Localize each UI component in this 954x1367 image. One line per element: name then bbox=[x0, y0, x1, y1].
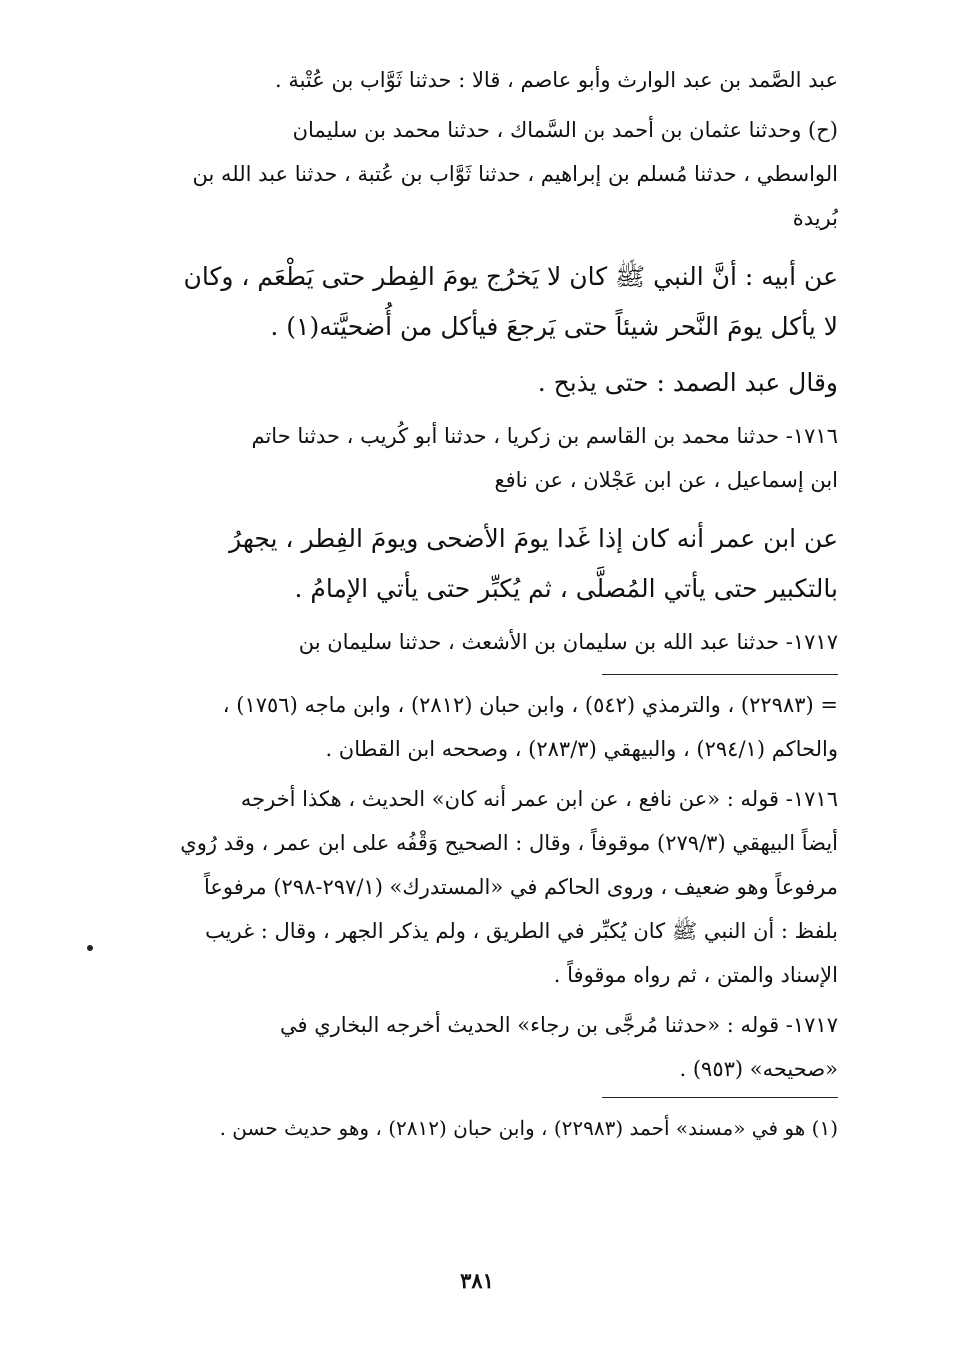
hadith-1716-matn: بالتكبير حتى يأتي المُصلَّى ، ثم يُكبِّر حتى يأتي الإمامُ . bbox=[294, 574, 838, 603]
isnad-line: الواسطي ، حدثنا مُسلم بن إبراهيم ، حدثنا ثَوَّاب بن عُتبة ، حدثنا عبد الله بن bbox=[192, 162, 838, 186]
footnote-divider bbox=[602, 1097, 838, 1098]
hadith-1716-isnad: ١٧١٦- حدثنا محمد بن القاسم بن زكريا ، حدثنا أبو كُريب ، حدثنا حاتم bbox=[251, 424, 838, 448]
commentary-line: «صحيحه» (٩٥٣) . bbox=[679, 1057, 838, 1081]
isnad-line: (ح) وحدثنا عثمان بن أحمد بن السَّماك ، حدثنا محمد بن سليمان bbox=[292, 118, 838, 142]
page-number: ٣٨١ bbox=[460, 1268, 494, 1293]
commentary-line: الإسناد والمتن ، ثم رواه موقوفاً . bbox=[553, 963, 838, 987]
isnad-line: عبد الصَّمد بن عبد الوارث وأبو عاصم ، قالا : حدثنا ثَوَّاب بن عُتْبة . bbox=[274, 68, 838, 92]
commentary-line: ١٧١٦- قوله : «عن نافع ، عن ابن عمر أنه كان» الحديث ، هكذا أخرجه bbox=[240, 787, 838, 811]
commentary-divider bbox=[602, 674, 838, 675]
hadith-1716-matn: عن ابن عمر أنه كان إذا غَدا يومَ الأضحى ويومَ الفِطر ، يجهرُ bbox=[229, 524, 838, 553]
margin-mark bbox=[87, 945, 93, 951]
commentary-line: بلفظ : أن النبي ﷺ كان يُكبِّر في الطريق ، ولم يذكر الجهر ، وقال : غريب bbox=[205, 919, 838, 943]
commentary-line: = (٢٢٩٨٣) ، والترمذي (٥٤٢) ، وابن حبان (٢٨١٢) ، وابن ماجه (١٧٥٦) ، bbox=[222, 693, 838, 717]
commentary-line: أيضاً البيهقي (٢٧٩/٣) موقوفاً ، وقال : الصحيح وَقْفُه على ابن عمر ، وقد رُوي bbox=[180, 831, 838, 855]
commentary-line: مرفوعاً وهو ضعيف ، وروى الحاكم في «المستدرك» (٢٩٧/١-٢٩٨) مرفوعاً bbox=[204, 875, 838, 899]
page-body bbox=[130, 58, 838, 1150]
matn-line: لا يأكل يومَ النَّحر شيئاً حتى يَرجعَ فيأكل من أُضحيَّته(١) . bbox=[270, 312, 838, 341]
hadith-1717-isnad: ١٧١٧- حدثنا عبد الله بن سليمان بن الأشعث ، حدثنا سليمان بن bbox=[298, 630, 838, 654]
matn-line: عن أبيه : أنَّ النبي ﷺ كان لا يَخرُج يومَ الفِطر حتى يَطْعَم ، وكان bbox=[183, 262, 838, 291]
commentary-line: والحاكم (٢٩٤/١) ، والبيهقي (٢٨٣/٣) ، وصححه ابن القطان . bbox=[325, 737, 838, 761]
matn-note: وقال عبد الصمد : حتى يذبح . bbox=[537, 368, 838, 397]
footnote: (١) هو في «مسند» أحمد (٢٢٩٨٣) ، وابن حبان (٢٨١٢) ، وهو حديث حسن . bbox=[219, 1116, 838, 1140]
isnad-line: بُريدة bbox=[792, 206, 838, 230]
hadith-1716-isnad: ابن إسماعيل ، عن ابن عَجْلان ، عن نافع bbox=[494, 468, 838, 492]
commentary-line: ١٧١٧- قوله : «حدثنا مُرجَّى بن رجاء» الحديث أخرجه البخاري في bbox=[280, 1013, 838, 1037]
